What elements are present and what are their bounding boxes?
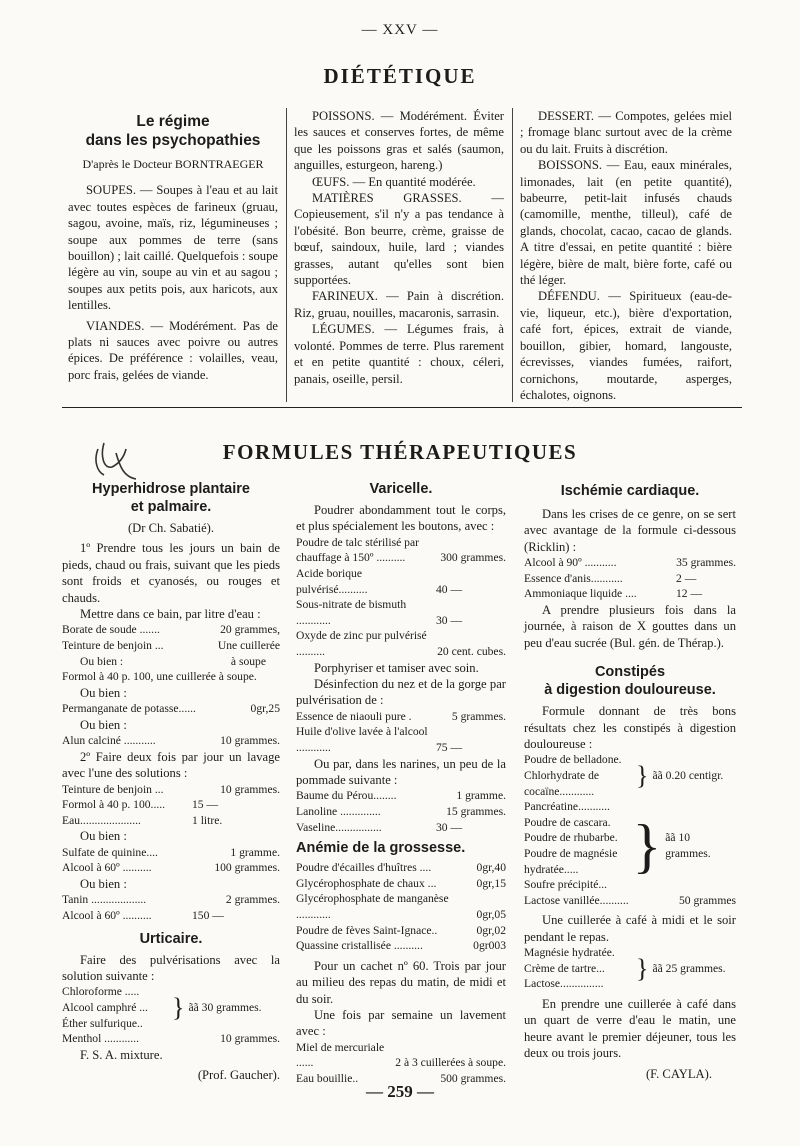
hyperhidrose-heading-line2: et palmaire. bbox=[130, 499, 212, 515]
anemie-heading: Anémie de la grossesse. bbox=[296, 840, 466, 857]
formules-col-3 bbox=[524, 480, 736, 1082]
ischemie-p2: A prendre plusieurs fois dans la journée, à raison de X gouttes dans un peu d'eau sucrée (Bul. gén. de Thérap.). bbox=[524, 603, 736, 650]
constipes-group-3: Magnésie hydratée. Crème de tartre... Lactose............... } ãã 25 grammes. bbox=[524, 946, 726, 991]
constipes-heading-line1: Constipés bbox=[594, 664, 666, 681]
constipes-p3: En prendre une cuillerée à café dans un quart de verre d'eau le matin, une heure avant le premier déjeuner, tous les deux ou trois jours. bbox=[524, 996, 736, 1061]
section-title-dietetique: DIÉTÉTIQUE bbox=[323, 64, 477, 88]
recipe-row: Acide borique pulvérisé.......... 40 — bbox=[296, 567, 463, 596]
urticaire-author: (Prof. Gaucher). bbox=[197, 1068, 280, 1083]
section-rule bbox=[62, 407, 742, 408]
constipes-group-1: Poudre de belladone. Chlorhydrate de cocaïne............ } ãã 0.20 centigr. bbox=[524, 753, 724, 798]
dietetique-heading-line2: dans les psychopathies bbox=[85, 132, 261, 149]
anemie-p2: Une fois par semaine un lavement avec : bbox=[296, 1007, 506, 1039]
brace-icon: } bbox=[632, 813, 662, 879]
dietetique-boissons: BOISSONS. — Eau, eaux minérales, limonades, lait (en petite quantité), babeurre, petit-lait infusés chauds (camomille, menthe, tilleul), café de glands, chocolat, cacao, cacao de glands. A titre d'essai, en petite quantité : bière légère, bière de malt, bière forte, café ou thé léger. bbox=[520, 158, 732, 288]
varicelle-heading: Varicelle. bbox=[369, 481, 433, 497]
column-divider bbox=[286, 108, 287, 402]
recipe-row: Poudre d'écailles d'huîtres .... 0gr,40 bbox=[296, 861, 506, 875]
dietetique-col-1 bbox=[68, 108, 278, 383]
constipes-author: (F. CAYLA). bbox=[645, 1066, 712, 1081]
dietetique-matieres-grasses: MATIÈRES GRASSES. — Copieusement, s'il n'y a pas tendance à l'obésité. Bon beurre, crème, graisse de bœuf, saindoux, huile, lard ; viandes grasses, autant qu'elles sont bien supportées. bbox=[294, 191, 504, 288]
brace-icon: } bbox=[636, 953, 649, 983]
dietetique-farineux: FARINEUX. — Pain à discrétion. Riz, gruau, nouilles, macaronis, sarrasin. bbox=[294, 289, 504, 320]
dietetique-defendu: DÉFENDU. — Spiritueux (eau-de-vie, liqueur, etc.), bière d'exportation, café fort, épices, extrait de viande, bouillon, gibier, homard, langouste, écrevisses, viandes fumées, raifort, cornichons, moutarde, asperges, échalotes, oignons. bbox=[520, 289, 732, 402]
constipes-p1: Formule donnant de très bons résultats chez les constipés à digestion douloureuse : bbox=[524, 704, 736, 752]
dietetique-source: D'après le Docteur BORNTRAEGER bbox=[82, 157, 264, 171]
formules-col-2 bbox=[296, 480, 506, 1087]
section-title-formules: FORMULES THÉRAPEUTIQUES bbox=[222, 440, 578, 464]
running-title: — XXV — bbox=[361, 22, 439, 38]
ou-bien: Ou bien : bbox=[80, 717, 127, 732]
urticaire-fsa: F. S. A. mixture. bbox=[80, 1047, 163, 1062]
recipe-row: Teinture de benjoin ... 10 grammes. bbox=[62, 782, 280, 796]
recipe-row: Teinture de benjoin ... Une cuillerée bbox=[62, 639, 280, 653]
varicelle-p3: Désinfection du nez et de la gorge par pulvérisation de : bbox=[296, 676, 506, 708]
recipe-row: Alcool à 60º .......... 150 — bbox=[62, 909, 224, 922]
recipe-row: Menthol ............ 10 grammes. bbox=[62, 1032, 280, 1046]
recipe-row: Oxyde de zinc pur pulvérisé .......... 20 cent. cubes. bbox=[296, 629, 506, 658]
varicelle-p2: Porphyriser et tamiser avec soin. bbox=[314, 660, 479, 675]
recipe-row: Alcool à 60º .......... 100 grammes. bbox=[62, 861, 280, 875]
urticaire-group: Chloroforme ..... Alcool camphré ... Éther sulfurique.. } ãã 30 grammes. bbox=[62, 985, 262, 1030]
ou-bien: Ou bien : bbox=[80, 685, 127, 700]
dietetique-oeufs: ŒUFS. — En quantité modérée. bbox=[312, 174, 476, 189]
page-number: — 259 — bbox=[366, 1082, 434, 1101]
dietetique-viandes: VIANDES. — Modérément. Pas de plats ni sauces avec poivre ou autres épices. De préférence : volailles, veau, porc frais, gelées de viande. bbox=[68, 318, 278, 382]
ou-bien: Ou bien : bbox=[80, 877, 127, 891]
recipe-row: Baume du Pérou........ 1 gramme. bbox=[296, 789, 506, 803]
recipe-row: Poudre de fèves Saint-Ignace.. 0gr,02 bbox=[296, 923, 506, 937]
recipe-row: Alcool à 90º ........... 35 grammes. bbox=[524, 556, 736, 570]
recipe-row: Essence d'anis........... 2 — bbox=[524, 571, 697, 585]
recipe-row: Glycérophosphate de manganèse ............ 0gr,05 bbox=[296, 892, 506, 921]
hyperhidrose-author: (Dr Ch. Sabatié). bbox=[127, 521, 215, 535]
brace-icon: } bbox=[172, 992, 185, 1022]
brace-icon: } bbox=[636, 760, 649, 790]
recipe-row: Permanganate de potasse...... 0gr,25 bbox=[62, 702, 280, 716]
recipe-row: Sous-nitrate de bismuth ............ 30 — bbox=[296, 598, 463, 627]
ischemie-p1: Dans les crises de ce genre, on se sert avec avantage de la formule ci-dessous (Ricklin) : bbox=[524, 507, 736, 554]
recipe-row: Lanoline .............. 15 grammes. bbox=[296, 804, 506, 818]
hyperhidrose-formol: Formol à 40 p. 100, une cuillerée à soupe. bbox=[62, 670, 257, 684]
recipe-row: Formol à 40 p. 100..... 15 — bbox=[62, 798, 219, 812]
constipes-p2: Une cuillerée à café à midi et le soir pendant le repas. bbox=[524, 913, 736, 944]
recipe-row: Borate de soude ....... 20 grammes, bbox=[62, 623, 280, 637]
hyperhidrose-heading-line1: Hyperhidrose plantaire bbox=[92, 481, 250, 497]
constipes-heading-line2: à digestion douloureuse. bbox=[544, 682, 716, 699]
dietetique-poissons: POISSONS. — Modérément. Éviter les sauces et conserves fortes, de même que les poissons gras et salés (saumon, anguilles, esturgeon, hareng.) bbox=[294, 109, 504, 173]
recipe-row: Eau..................... 1 litre. bbox=[62, 813, 223, 827]
recipe-row: Essence de niaouli pure . 5 grammes. bbox=[296, 709, 506, 723]
recipe-row: Alun calciné ........... 10 grammes. bbox=[62, 734, 280, 748]
urticaire-heading: Urticaire. bbox=[139, 930, 203, 947]
recipe-row: Lactose vanillée.......... 50 grammes bbox=[524, 893, 736, 907]
anemie-p1: Pour un cachet nº 60. Trois par jour au milieu des repas du matin, de midi et du soir. bbox=[296, 958, 506, 1006]
recipe-row: Ammoniaque liquide .... 12 — bbox=[524, 587, 703, 601]
varicelle-p4: Ou par, dans les narines, un peu de la pommade suivante : bbox=[296, 756, 506, 787]
dietetique-col-2 bbox=[294, 108, 504, 387]
hyperhidrose-p1: 1º Prendre tous les jours un bain de pieds, chaud ou frais, suivant que les pieds sont froids et cyanosés, ou rouges et chauds. bbox=[62, 541, 280, 605]
ischemie-heading: Ischémie cardiaque. bbox=[560, 483, 700, 499]
ou-bien: Ou bien : bbox=[80, 829, 127, 844]
recipe-row: Miel de mercuriale ...... 2 à 3 cuillerées à soupe. bbox=[296, 1040, 506, 1070]
dietetique-legumes: LÉGUMES. — Légumes frais, à volonté. Pommes de terre. Plus rarement et en petite quantité : choux, céleri, panais, oseille, persil. bbox=[294, 322, 504, 386]
recipe-row: Huile d'olive lavée à l'alcool ............ 75 — bbox=[296, 725, 463, 754]
recipe-row: Poudre de talc stérilisé par chauffage à 150º .......... 300 grammes. bbox=[296, 535, 506, 565]
recipe-row: Glycérophosphate de chaux ... 0gr,15 bbox=[296, 876, 506, 890]
hyperhidrose-p3: 2º Faire deux fois par jour un lavage avec l'une des solutions : bbox=[62, 749, 280, 781]
column-divider bbox=[512, 108, 513, 402]
recipe-row: Eau bouillie.. 500 grammes. bbox=[296, 1071, 506, 1085]
urticaire-p1: Faire des pulvérisations avec la solution suivante : bbox=[62, 952, 280, 983]
dietetique-heading-line1: Le régime bbox=[136, 113, 210, 130]
recipe-row: Ou bien : à soupe bbox=[80, 654, 266, 668]
dietetique-soupes: SOUPES. — Soupes à l'eau et au lait avec toutes espèces de farineux (gruau, sagou, avoine, maïs, riz, légumineuses ; soupe aux pommes de terre (sans bouillon) ; lait caillé. Quelquefois : soupe légère au vin, soupe au vin et au sagou ; soupes aux petits pois, aux haricots, aux lentilles. bbox=[68, 183, 278, 313]
recipe-row: Quassine cristallisée .......... 0gr003 bbox=[296, 939, 506, 953]
hyperhidrose-p2: Mettre dans ce bain, par litre d'eau : bbox=[80, 607, 261, 622]
constipes-group-2: Pancréatine........... Poudre de cascara. Poudre de rhubarbe. Poudre de magnésie hydratée..... Soufre précipité... } ãã 10 grammes. bbox=[524, 800, 711, 892]
recipe-row: Sulfate de quinine.... 1 gramme. bbox=[62, 845, 280, 859]
dietetique-dessert: DESSERT. — Compotes, gelées miel ; fromage blanc surtout avec de la crème ou du lait. Fruits à discrétion. bbox=[520, 109, 732, 156]
dietetique-col-3 bbox=[520, 108, 732, 403]
recipe-row: Tanin ................... 2 grammes. bbox=[62, 893, 280, 907]
formules-col-1 bbox=[62, 480, 280, 1084]
recipe-row: Vaseline................ 30 — bbox=[296, 820, 463, 834]
varicelle-p1: Poudrer abondamment tout le corps, et plus spécialement les boutons, avec : bbox=[296, 503, 506, 534]
